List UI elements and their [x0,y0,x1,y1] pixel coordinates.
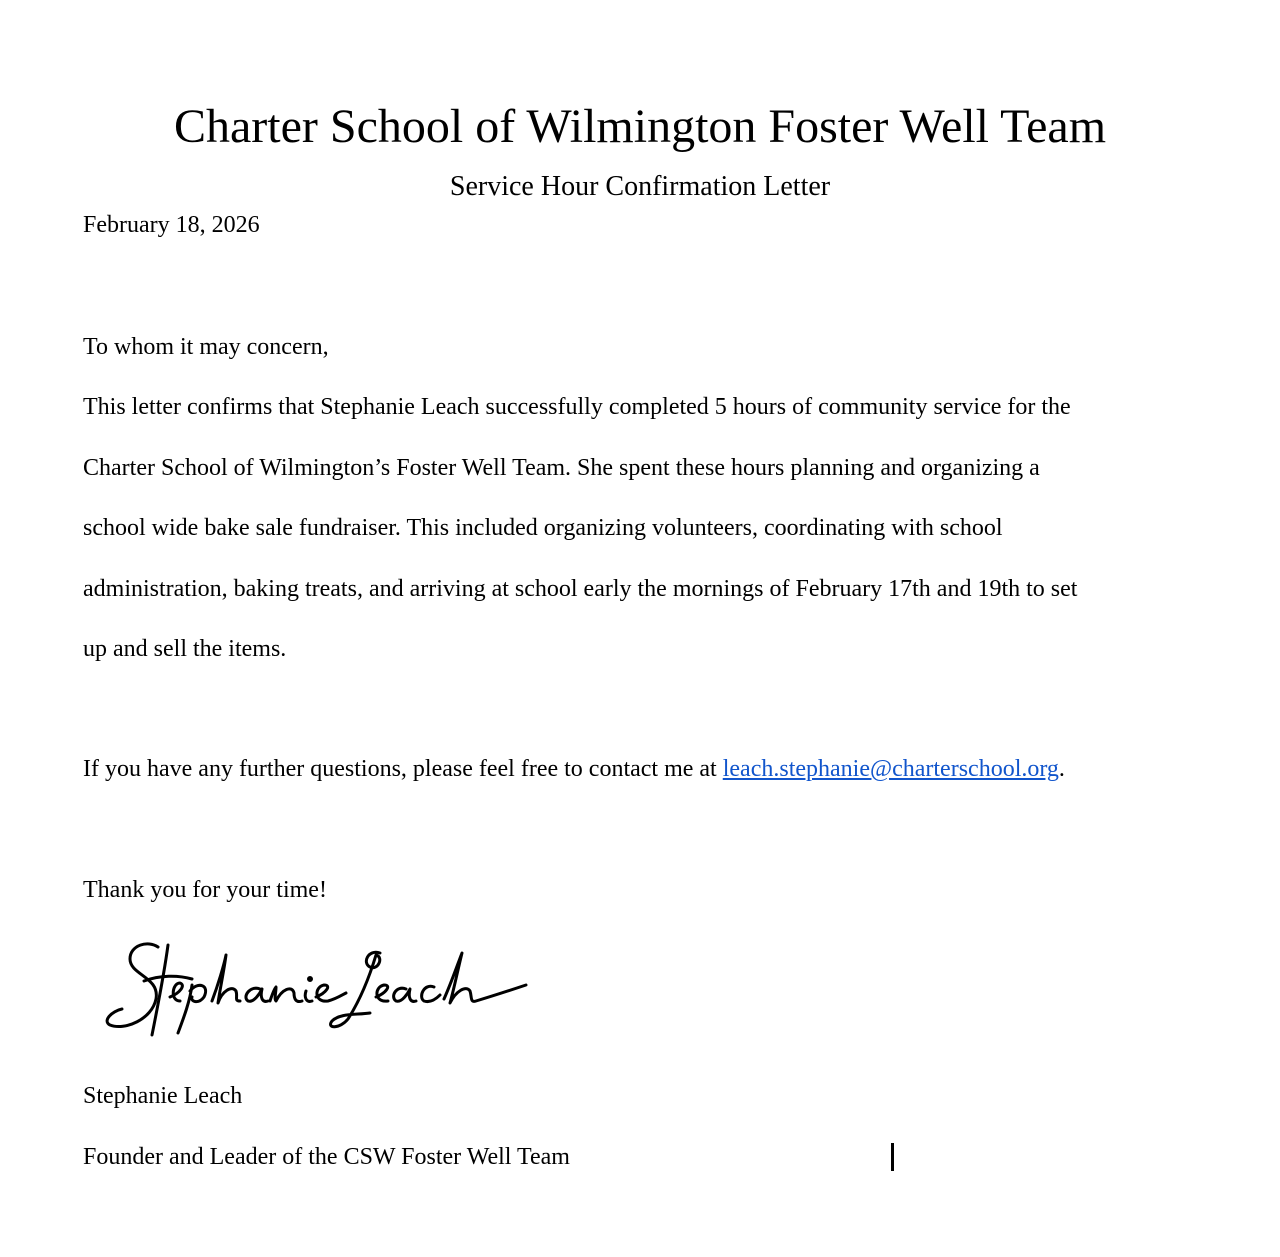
letter-closing: Thank you for your time! [83,877,327,903]
contact-suffix: . [1058,756,1065,782]
letter-greeting: To whom it may concern, [83,334,329,360]
letter-subtitle: Service Hour Confirmation Letter [449,171,831,202]
letter-title: Charter School of Wilmington Foster Well Team [173,100,1107,153]
handwritten-signature [100,935,530,1040]
text-cursor [891,1143,894,1171]
contact-paragraph [83,754,1065,784]
signer-name: Stephanie Leach [83,1083,243,1109]
letter-date: February 18, 2026 [83,212,260,238]
contact-email-link[interactable]: leach.stephanie@charterschool.org [722,756,1059,782]
body-line-2: Charter School of Wilmington’s Foster Well Team. She spent these hours planning and organizing a [83,455,1040,481]
body-line-1: This letter confirms that Stephanie Leach successfully completed 5 hours of community service for the [83,394,1071,420]
signer-role: Founder and Leader of the CSW Foster Well Team [83,1144,570,1170]
body-line-5: up and sell the items. [83,636,287,662]
contact-prefix: If you have any further questions, please feel free to contact me at [83,756,723,782]
body-line-3: school wide bake sale fundraiser. This included organizing volunteers, coordinating with school [83,515,1003,541]
body-line-4: administration, baking treats, and arriving at school early the mornings of February 17th and 19th to set [83,576,1078,602]
